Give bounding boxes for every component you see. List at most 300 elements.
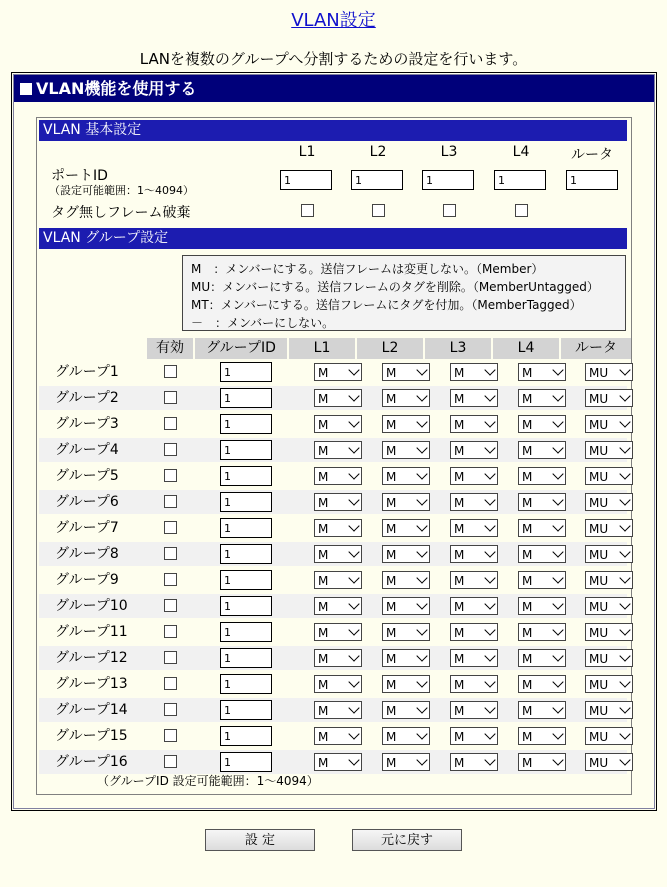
- group-id-input[interactable]: 1: [220, 466, 272, 486]
- member-select-router[interactable]: [585, 545, 633, 563]
- member-select-l1[interactable]: [314, 363, 362, 381]
- group-enabled-checkbox[interactable]: [164, 755, 177, 768]
- group-row: [39, 724, 627, 748]
- group-enabled-checkbox[interactable]: [164, 365, 177, 378]
- member-select-l1[interactable]: [314, 493, 362, 511]
- member-select-value: M: [454, 626, 465, 640]
- group-row: [39, 698, 627, 722]
- member-select-l2[interactable]: [382, 701, 430, 719]
- member-select-value: M: [454, 418, 465, 432]
- member-select-router[interactable]: [585, 467, 633, 485]
- member-select-l4[interactable]: [518, 675, 566, 693]
- header-l2: L2: [357, 338, 423, 359]
- member-select-value: MU: [589, 496, 609, 510]
- group-enabled-checkbox[interactable]: [164, 573, 177, 586]
- member-select-l4[interactable]: [518, 389, 566, 407]
- chevron-down-icon: [416, 676, 427, 687]
- header-group-id: グループID: [195, 338, 287, 359]
- member-select-value: M: [454, 652, 465, 666]
- member-select-l2[interactable]: [382, 623, 430, 641]
- member-select-value: MU: [589, 626, 609, 640]
- member-select-value: M: [522, 704, 533, 718]
- member-select-value: M: [454, 704, 465, 718]
- group-id-input[interactable]: 1: [220, 674, 272, 694]
- member-select-l1[interactable]: [314, 441, 362, 459]
- member-select-value: M: [522, 652, 533, 666]
- chevron-down-icon: [484, 650, 495, 661]
- member-select-l4[interactable]: [518, 363, 566, 381]
- member-select-value: M: [522, 444, 533, 458]
- member-select-value: MU: [589, 704, 609, 718]
- member-select-value: M: [454, 366, 465, 380]
- reset-button[interactable]: 元に戻す: [352, 829, 462, 851]
- member-select-value: M: [318, 548, 329, 562]
- member-select-router[interactable]: [585, 753, 633, 771]
- group-enabled-checkbox[interactable]: [164, 417, 177, 430]
- member-select-l4[interactable]: [518, 441, 566, 459]
- member-select-l4[interactable]: [518, 467, 566, 485]
- group-enabled-checkbox[interactable]: [164, 495, 177, 508]
- member-select-router[interactable]: [585, 493, 633, 511]
- chevron-down-icon: [552, 728, 563, 739]
- chevron-down-icon: [552, 442, 563, 453]
- group-id-input[interactable]: 1: [220, 440, 272, 460]
- chevron-down-icon: [619, 546, 630, 557]
- member-select-value: MU: [589, 600, 609, 614]
- chevron-down-icon: [348, 416, 359, 427]
- vlan-outer-panel: [11, 72, 657, 811]
- member-select-value: M: [522, 756, 533, 770]
- port-id-input-l1[interactable]: 1: [280, 170, 332, 190]
- member-select-value: M: [454, 522, 465, 536]
- member-select-value: M: [454, 730, 465, 744]
- group-id-input[interactable]: 1: [220, 596, 272, 616]
- chevron-down-icon: [348, 624, 359, 635]
- chevron-down-icon: [416, 754, 427, 765]
- chevron-down-icon: [416, 702, 427, 713]
- group-row: [39, 464, 627, 488]
- chevron-down-icon: [416, 598, 427, 609]
- member-select-value: M: [318, 678, 329, 692]
- member-select-l3[interactable]: [450, 649, 498, 667]
- chevron-down-icon: [552, 364, 563, 375]
- member-select-l1[interactable]: [314, 545, 362, 563]
- member-select-l2[interactable]: [382, 597, 430, 615]
- group-row: [39, 620, 627, 644]
- basic-col-l4: L4: [512, 144, 530, 160]
- chevron-down-icon: [552, 754, 563, 765]
- chevron-down-icon: [552, 546, 563, 557]
- member-select-value: M: [386, 522, 397, 536]
- chevron-down-icon: [484, 416, 495, 427]
- basic-col-router: ルータ: [571, 147, 613, 163]
- member-select-router[interactable]: [585, 441, 633, 459]
- group-enabled-checkbox[interactable]: [164, 599, 177, 612]
- member-select-value: M: [522, 574, 533, 588]
- member-select-value: MU: [589, 678, 609, 692]
- member-select-value: M: [318, 444, 329, 458]
- member-select-value: M: [386, 600, 397, 614]
- chevron-down-icon: [484, 494, 495, 505]
- chevron-down-icon: [348, 754, 359, 765]
- chevron-down-icon: [484, 728, 495, 739]
- basic-section-title: VLAN 基本設定: [39, 120, 627, 141]
- header-enabled: 有効: [147, 338, 193, 359]
- port-id-input-l3[interactable]: 1: [422, 170, 474, 190]
- member-select-value: M: [386, 548, 397, 562]
- group-name: グループ6: [55, 494, 119, 510]
- member-select-l3[interactable]: [450, 753, 498, 771]
- member-select-l2[interactable]: [382, 753, 430, 771]
- member-select-router[interactable]: [585, 389, 633, 407]
- chevron-down-icon: [484, 676, 495, 687]
- chevron-down-icon: [416, 416, 427, 427]
- chevron-down-icon: [484, 520, 495, 531]
- member-select-value: M: [318, 704, 329, 718]
- group-id-input[interactable]: 1: [220, 362, 272, 382]
- member-select-l3[interactable]: [450, 519, 498, 537]
- chevron-down-icon: [619, 624, 630, 635]
- group-name: グループ8: [55, 546, 119, 562]
- member-select-l3[interactable]: [450, 727, 498, 745]
- legend-m: M ：メンバーにする。送信フレームは変更しない。（Member）: [191, 262, 544, 276]
- group-enabled-checkbox[interactable]: [164, 521, 177, 534]
- group-enabled-checkbox[interactable]: [164, 703, 177, 716]
- member-select-router[interactable]: [585, 675, 633, 693]
- member-select-l1[interactable]: [314, 415, 362, 433]
- member-select-value: M: [454, 444, 465, 458]
- member-select-l2[interactable]: [382, 441, 430, 459]
- group-enabled-checkbox[interactable]: [164, 677, 177, 690]
- group-enabled-checkbox[interactable]: [164, 443, 177, 456]
- member-select-l1[interactable]: [314, 467, 362, 485]
- member-select-value: M: [386, 652, 397, 666]
- chevron-down-icon: [484, 624, 495, 635]
- page-subtitle: LANを複数のグループへ分割するための設定を行います。: [139, 50, 528, 68]
- group-name: グループ11: [55, 624, 128, 640]
- chevron-down-icon: [484, 442, 495, 453]
- member-select-value: M: [318, 652, 329, 666]
- member-select-l3[interactable]: [450, 571, 498, 589]
- group-id-input[interactable]: 1: [220, 570, 272, 590]
- member-select-value: M: [318, 470, 329, 484]
- group-section-title: VLAN グループ設定: [39, 228, 627, 249]
- member-select-value: M: [454, 548, 465, 562]
- chevron-down-icon: [484, 546, 495, 557]
- member-select-l2[interactable]: [382, 389, 430, 407]
- member-select-router[interactable]: [585, 701, 633, 719]
- chevron-down-icon: [348, 442, 359, 453]
- member-select-value: M: [522, 470, 533, 484]
- header-l4: L4: [493, 338, 559, 359]
- port-id-input-l4[interactable]: 1: [494, 170, 546, 190]
- member-select-value: MU: [589, 652, 609, 666]
- chevron-down-icon: [552, 416, 563, 427]
- member-select-value: MU: [589, 574, 609, 588]
- member-select-l2[interactable]: [382, 727, 430, 745]
- header-l3: L3: [425, 338, 491, 359]
- group-name: グループ3: [55, 416, 119, 432]
- chevron-down-icon: [619, 364, 630, 375]
- member-select-value: MU: [589, 522, 609, 536]
- member-select-router[interactable]: [585, 571, 633, 589]
- chevron-down-icon: [552, 520, 563, 531]
- group-enabled-checkbox[interactable]: [164, 651, 177, 664]
- chevron-down-icon: [416, 390, 427, 401]
- member-select-l4[interactable]: [518, 727, 566, 745]
- group-id-input[interactable]: 1: [220, 622, 272, 642]
- chevron-down-icon: [619, 728, 630, 739]
- member-select-value: M: [454, 756, 465, 770]
- chevron-down-icon: [348, 650, 359, 661]
- group-id-input[interactable]: 1: [220, 544, 272, 564]
- member-select-value: MU: [589, 418, 609, 432]
- chevron-down-icon: [416, 494, 427, 505]
- member-select-value: M: [454, 496, 465, 510]
- basic-col-l2: L2: [369, 144, 387, 160]
- member-select-l2[interactable]: [382, 649, 430, 667]
- chevron-down-icon: [348, 520, 359, 531]
- group-row: [39, 516, 627, 540]
- chevron-down-icon: [484, 754, 495, 765]
- tag-drop-checkbox-l2[interactable]: [372, 204, 385, 217]
- member-select-value: MU: [589, 470, 609, 484]
- member-select-l1[interactable]: [314, 519, 362, 537]
- member-select-l1[interactable]: [314, 623, 362, 641]
- chevron-down-icon: [552, 390, 563, 401]
- group-enabled-checkbox[interactable]: [164, 469, 177, 482]
- member-select-l3[interactable]: [450, 389, 498, 407]
- group-id-input[interactable]: 1: [220, 700, 272, 720]
- legend-mu: MU：メンバーにする。送信フレームのタグを削除。（MemberUntagged）: [191, 280, 599, 294]
- member-select-l2[interactable]: [382, 467, 430, 485]
- member-select-router[interactable]: [585, 363, 633, 381]
- port-id-input-router[interactable]: 1: [566, 170, 618, 190]
- member-select-l1[interactable]: [314, 727, 362, 745]
- member-select-l3[interactable]: [450, 701, 498, 719]
- chevron-down-icon: [552, 650, 563, 661]
- group-name: グループ16: [55, 754, 128, 770]
- group-row: [39, 594, 627, 618]
- member-select-value: M: [386, 418, 397, 432]
- member-select-l1[interactable]: [314, 753, 362, 771]
- header-router: ルータ: [561, 338, 631, 359]
- legend-none: － ：メンバーにしない。: [191, 316, 335, 330]
- port-id-range: （設定可能範囲：1～4094）: [49, 184, 194, 197]
- member-select-l3[interactable]: [450, 545, 498, 563]
- member-select-value: M: [522, 522, 533, 536]
- group-enabled-checkbox[interactable]: [164, 547, 177, 560]
- group-row: [39, 360, 627, 384]
- chevron-down-icon: [552, 676, 563, 687]
- member-select-l3[interactable]: [450, 597, 498, 615]
- group-enabled-checkbox[interactable]: [164, 729, 177, 742]
- group-name: グループ1: [55, 364, 119, 380]
- member-select-l1[interactable]: [314, 571, 362, 589]
- chevron-down-icon: [348, 494, 359, 505]
- member-select-l1[interactable]: [314, 701, 362, 719]
- group-id-input[interactable]: 1: [220, 752, 272, 772]
- member-select-value: M: [386, 496, 397, 510]
- group-enabled-checkbox[interactable]: [164, 625, 177, 638]
- chevron-down-icon: [416, 650, 427, 661]
- member-select-l2[interactable]: [382, 519, 430, 537]
- member-select-router[interactable]: [585, 623, 633, 641]
- chevron-down-icon: [416, 728, 427, 739]
- group-name: グループ9: [55, 572, 119, 588]
- chevron-down-icon: [484, 702, 495, 713]
- member-select-l4[interactable]: [518, 545, 566, 563]
- group-id-input[interactable]: 1: [220, 518, 272, 538]
- member-select-value: M: [522, 392, 533, 406]
- group-row: [39, 438, 627, 462]
- member-select-l4[interactable]: [518, 493, 566, 511]
- tag-drop-checkbox-l1[interactable]: [301, 204, 314, 217]
- member-select-value: M: [454, 470, 465, 484]
- member-select-router[interactable]: [585, 519, 633, 537]
- member-select-l4[interactable]: [518, 753, 566, 771]
- chevron-down-icon: [619, 754, 630, 765]
- group-enabled-checkbox[interactable]: [164, 391, 177, 404]
- chevron-down-icon: [348, 546, 359, 557]
- member-select-router[interactable]: [585, 597, 633, 615]
- member-select-l1[interactable]: [314, 597, 362, 615]
- group-name: グループ13: [55, 676, 128, 692]
- member-select-l4[interactable]: [518, 649, 566, 667]
- vlan-enable-header[interactable]: [14, 75, 654, 102]
- chevron-down-icon: [348, 572, 359, 583]
- group-id-input[interactable]: 1: [220, 648, 272, 668]
- member-select-l4[interactable]: [518, 597, 566, 615]
- chevron-down-icon: [619, 390, 630, 401]
- group-row: [39, 646, 627, 670]
- member-select-l2[interactable]: [382, 493, 430, 511]
- chevron-down-icon: [619, 598, 630, 609]
- group-id-input[interactable]: 1: [220, 726, 272, 746]
- group-row: [39, 542, 627, 566]
- group-row: [39, 386, 627, 410]
- member-select-value: M: [386, 704, 397, 718]
- chevron-down-icon: [416, 468, 427, 479]
- member-select-l4[interactable]: [518, 701, 566, 719]
- chevron-down-icon: [619, 442, 630, 453]
- member-select-value: MU: [589, 366, 609, 380]
- member-select-router[interactable]: [585, 415, 633, 433]
- member-select-value: MU: [589, 392, 609, 406]
- port-id-input-l2[interactable]: 1: [351, 170, 403, 190]
- member-select-value: M: [386, 470, 397, 484]
- member-select-l3[interactable]: [450, 415, 498, 433]
- member-select-value: M: [522, 548, 533, 562]
- header-l1: L1: [289, 338, 355, 359]
- member-select-value: M: [386, 366, 397, 380]
- group-row: [39, 568, 627, 592]
- chevron-down-icon: [619, 468, 630, 479]
- chevron-down-icon: [552, 702, 563, 713]
- vlan-enable-label: VLAN機能を使用する: [36, 79, 197, 98]
- member-select-l3[interactable]: [450, 623, 498, 641]
- vlan-settings-panel: [36, 117, 632, 795]
- chevron-down-icon: [416, 624, 427, 635]
- member-select-l2[interactable]: [382, 571, 430, 589]
- member-select-l3[interactable]: [450, 467, 498, 485]
- group-id-input[interactable]: 1: [220, 492, 272, 512]
- member-select-l1[interactable]: [314, 675, 362, 693]
- member-select-l1[interactable]: [314, 389, 362, 407]
- member-select-l4[interactable]: [518, 571, 566, 589]
- member-select-value: M: [386, 756, 397, 770]
- member-select-l4[interactable]: [518, 415, 566, 433]
- member-select-l3[interactable]: [450, 363, 498, 381]
- group-row: [39, 672, 627, 696]
- member-select-l4[interactable]: [518, 519, 566, 537]
- chevron-down-icon: [619, 416, 630, 427]
- member-select-l2[interactable]: [382, 545, 430, 563]
- tag-drop-checkbox-l3[interactable]: [443, 204, 456, 217]
- member-select-l1[interactable]: [314, 649, 362, 667]
- group-row: [39, 490, 627, 514]
- group-name: グループ7: [55, 520, 119, 536]
- chevron-down-icon: [552, 572, 563, 583]
- member-select-l2[interactable]: [382, 675, 430, 693]
- member-select-l2[interactable]: [382, 363, 430, 381]
- tag-drop-checkbox-l4[interactable]: [515, 204, 528, 217]
- group-id-input[interactable]: 1: [220, 414, 272, 434]
- chevron-down-icon: [348, 598, 359, 609]
- member-select-value: M: [522, 496, 533, 510]
- member-select-l3[interactable]: [450, 675, 498, 693]
- group-id-range-note: （グループID 設定可能範囲：1～4094）: [97, 774, 319, 788]
- basic-col-l1: L1: [298, 144, 316, 160]
- member-select-value: M: [454, 600, 465, 614]
- basic-col-l3: L3: [440, 144, 458, 160]
- group-id-input[interactable]: 1: [220, 388, 272, 408]
- chevron-down-icon: [416, 442, 427, 453]
- chevron-down-icon: [484, 572, 495, 583]
- member-legend: [182, 255, 626, 331]
- vlan-enable-checkbox[interactable]: [20, 83, 32, 95]
- member-select-value: M: [318, 418, 329, 432]
- member-select-value: M: [386, 626, 397, 640]
- group-name: グループ12: [55, 650, 128, 666]
- member-select-value: M: [386, 392, 397, 406]
- member-select-l4[interactable]: [518, 623, 566, 641]
- chevron-down-icon: [484, 390, 495, 401]
- page-title-link[interactable]: VLAN設定: [291, 10, 376, 31]
- member-select-value: M: [522, 600, 533, 614]
- chevron-down-icon: [348, 468, 359, 479]
- member-select-router[interactable]: [585, 649, 633, 667]
- member-select-value: M: [522, 678, 533, 692]
- chevron-down-icon: [348, 364, 359, 375]
- chevron-down-icon: [552, 468, 563, 479]
- chevron-down-icon: [619, 572, 630, 583]
- group-name: グループ14: [55, 702, 128, 718]
- member-select-value: M: [522, 730, 533, 744]
- apply-button[interactable]: 設 定: [205, 829, 315, 851]
- member-select-router[interactable]: [585, 727, 633, 745]
- chevron-down-icon: [484, 364, 495, 375]
- member-select-l3[interactable]: [450, 493, 498, 511]
- member-select-value: M: [318, 522, 329, 536]
- member-select-l3[interactable]: [450, 441, 498, 459]
- member-select-value: M: [386, 444, 397, 458]
- member-select-l2[interactable]: [382, 415, 430, 433]
- member-select-value: M: [522, 366, 533, 380]
- chevron-down-icon: [552, 494, 563, 505]
- chevron-down-icon: [348, 676, 359, 687]
- member-select-value: MU: [589, 730, 609, 744]
